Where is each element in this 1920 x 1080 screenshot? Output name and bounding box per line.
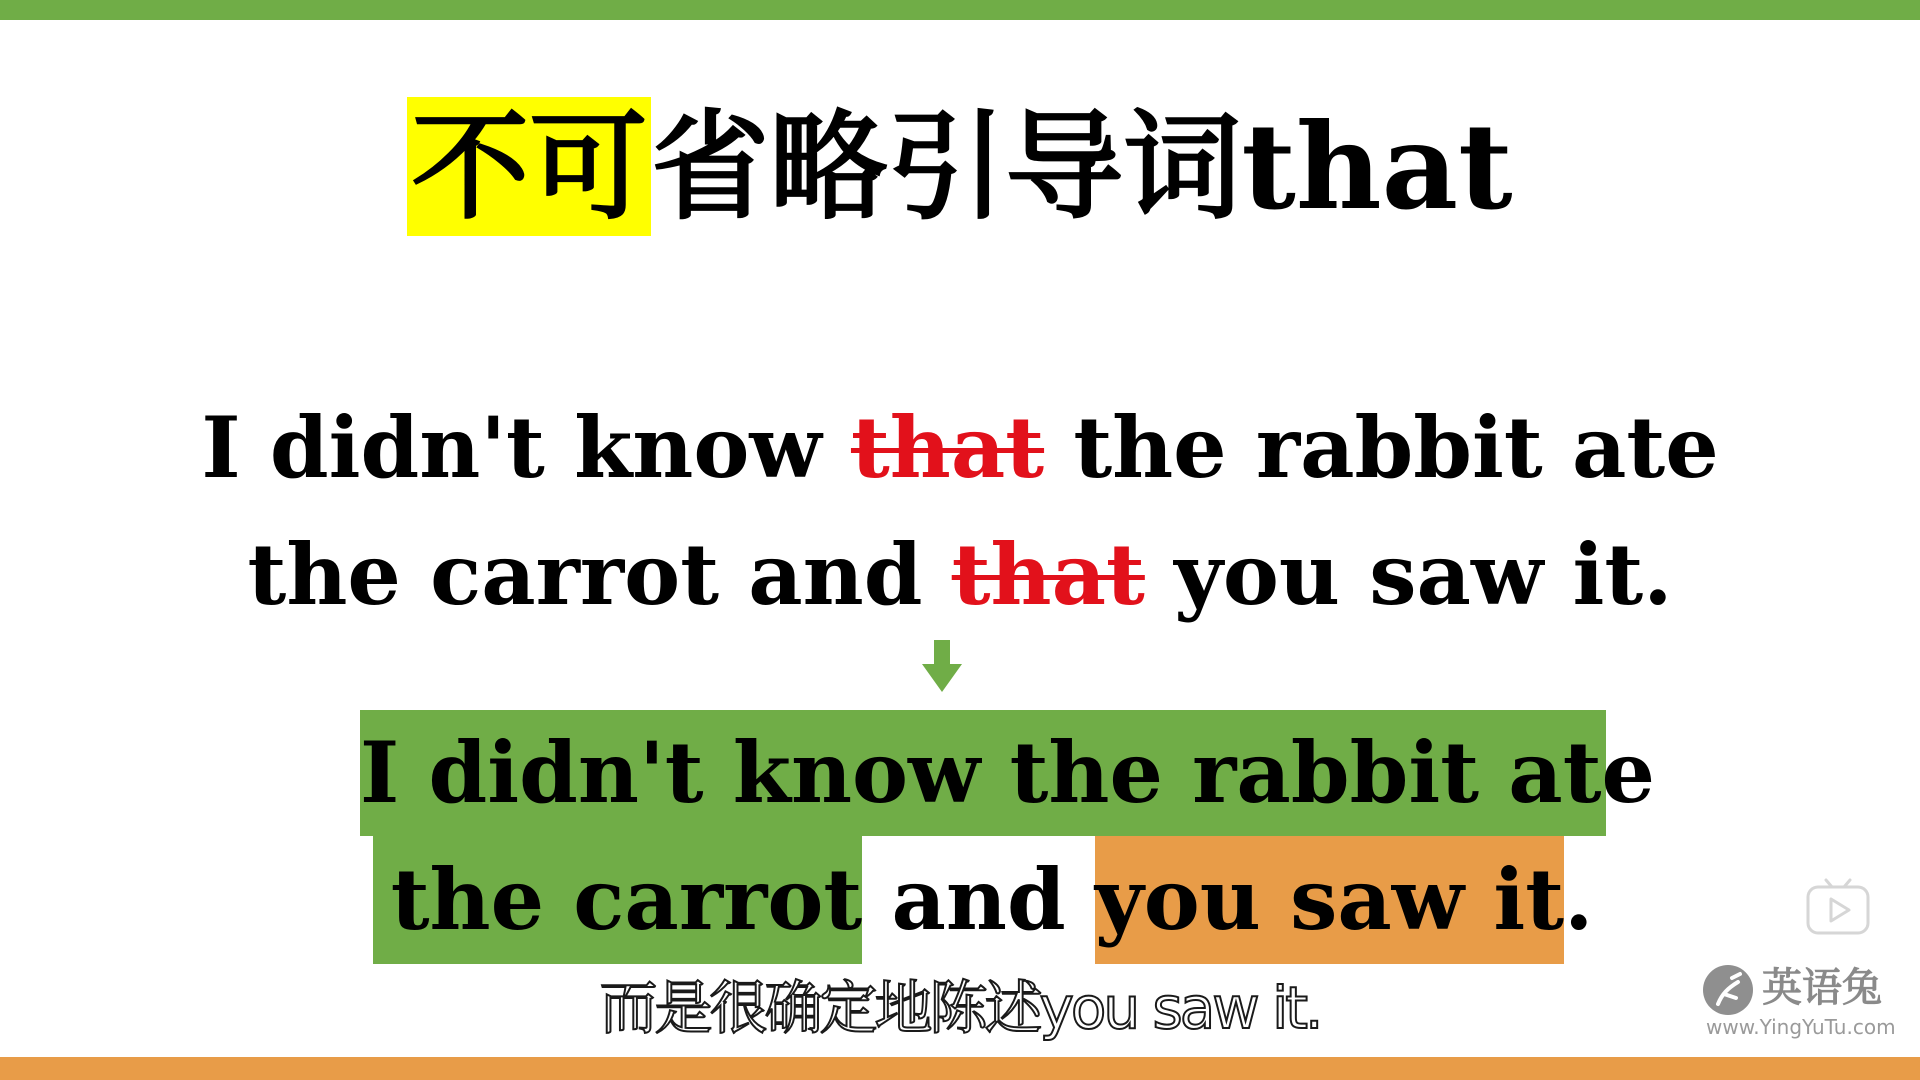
page-title: [0, 82, 1920, 252]
original-sentence-line1: [0, 398, 1920, 498]
result-sentence-line1: I didn't know the rabbit ate: [360, 710, 1606, 836]
result-green-segment: the carrot: [373, 836, 862, 964]
watermark-logo: [1702, 960, 1902, 1040]
title-highlight: 不可: [407, 97, 651, 236]
struck-that-1: that: [850, 398, 1045, 497]
result-period: .: [1564, 850, 1594, 949]
bottom-accent-bar: [0, 1057, 1920, 1080]
result-orange-segment: you saw it: [1095, 836, 1564, 964]
result-sentence-line2: [390, 836, 1594, 964]
original-line1-part-a: I didn't know: [201, 398, 822, 497]
original-line2-part-b: you saw it.: [1174, 525, 1673, 624]
struck-that-2: that: [951, 525, 1145, 624]
watermark-name: 英语兔: [1762, 964, 1882, 1011]
title-rest: 省略引导词that: [651, 97, 1513, 236]
watermark-url: www.YingYuTu.com: [1706, 1015, 1896, 1039]
original-line1-part-b: the rabbit ate: [1073, 398, 1719, 497]
result-plain-segment: and: [891, 850, 1066, 949]
top-accent-bar: [0, 0, 1920, 20]
video-subtitle: 而是很确定地陈述you saw it.: [599, 974, 1321, 1042]
original-line2-part-a: the carrot and: [247, 525, 923, 624]
original-sentence-line2: [0, 525, 1920, 625]
rabbit-logo-icon: [1702, 964, 1754, 1016]
down-arrow-icon: [920, 640, 964, 692]
play-icon[interactable]: [1806, 878, 1870, 936]
